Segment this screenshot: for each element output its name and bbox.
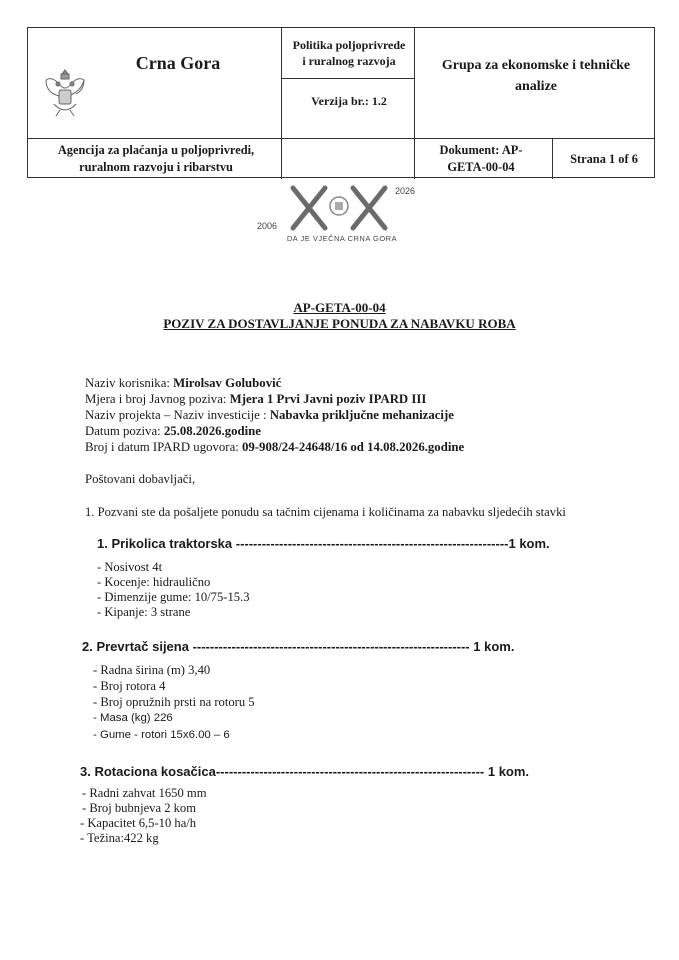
spec-item: - Nosivost 4t [97,560,163,574]
spec-item: - Broj opružnih prsti na rotoru 5 [93,695,255,709]
logo-slogan: DA JE VJEČNA CRNA GORA [286,234,398,243]
ministry-label: Politika poljoprivrede i ruralnog razvoja [292,38,406,68]
spec-item: - Gume - rotori 15x6.00 – 6 [93,729,230,741]
coat-of-arms-icon [42,66,88,120]
detail-contract: Broj i datum IPARD ugovora: 09-908/24-24648/16 od 14.08.2026.godine [85,440,465,454]
item-heading-3: 3. Rotaciona kosačica-------------------------------------------------------------- 1 kom. [80,764,530,779]
item-heading-2: 2. Prevrtač sijena ---------------------------------------------------------------- 1 kom. [82,639,515,654]
greeting: Poštovani dobavljači, [85,472,196,486]
spec-item: - Radna širina (m) 3,40 [93,663,211,677]
spec-item: - Radni zahvat 1650 mm [82,786,207,800]
group-label: Grupa za ekonomske i tehničke analize [441,58,631,94]
country-name: Crna Gora [135,52,221,73]
spec-item: - Kocenje: hidraulično [97,575,211,589]
header-table [27,27,655,178]
spec-item: - Težina:422 kg [80,831,159,845]
document-code: Dokument: AP-GETA-00-04 [439,143,523,174]
detail-measure: Mjera i broj Javnog poziva: Mjera 1 Prvi Javni poziv IPARD III [85,392,427,406]
spec-item: - Masa (kg) 226 [93,712,173,724]
detail-beneficiary: Naziv korisnika: Mirolsav Golubović [85,376,282,390]
year-left: 2006 [257,221,278,231]
page-number: Strana 1 of 6 [570,151,638,166]
document-title: POZIV ZA DOSTAVLJANJE PONUDA ZA NABAVKU ROBA [163,316,516,331]
spec-item: - Broj rotora 4 [93,679,166,693]
anniversary-logo [255,182,430,248]
spec-item: - Broj bubnjeva 2 kom [82,801,197,815]
document-code-title: AP-GETA-00-04 [293,300,386,315]
detail-date: Datum poziva: 25.08.2026.godine [85,424,261,438]
xx-emblem-icon [255,182,430,234]
year-right: 2026 [395,186,416,196]
detail-project: Naziv projekta – Naziv investicije : Nabavka priključne mehanizacije [85,408,454,422]
spec-item: - Dimenzije gume: 10/75-15.3 [97,590,250,604]
item-heading-1: 1. Prikolica traktorska ---------------------------------------------------------------1 kom. [97,536,550,551]
version-label: Verzija br.: 1.2 [311,93,387,108]
agency-label: Agencija za plaćanja u poljoprivredi, ruralnom razvoju i ribarstvu [57,143,255,174]
intro-paragraph: 1. Pozvani ste da pošaljete ponudu sa tačnim cijenama i količinama za nabavku sljedećih stavki [85,505,566,519]
spec-item: - Kapacitet 6,5-10 ha/h [80,816,197,830]
spec-item: - Kipanje: 3 strane [97,605,191,619]
